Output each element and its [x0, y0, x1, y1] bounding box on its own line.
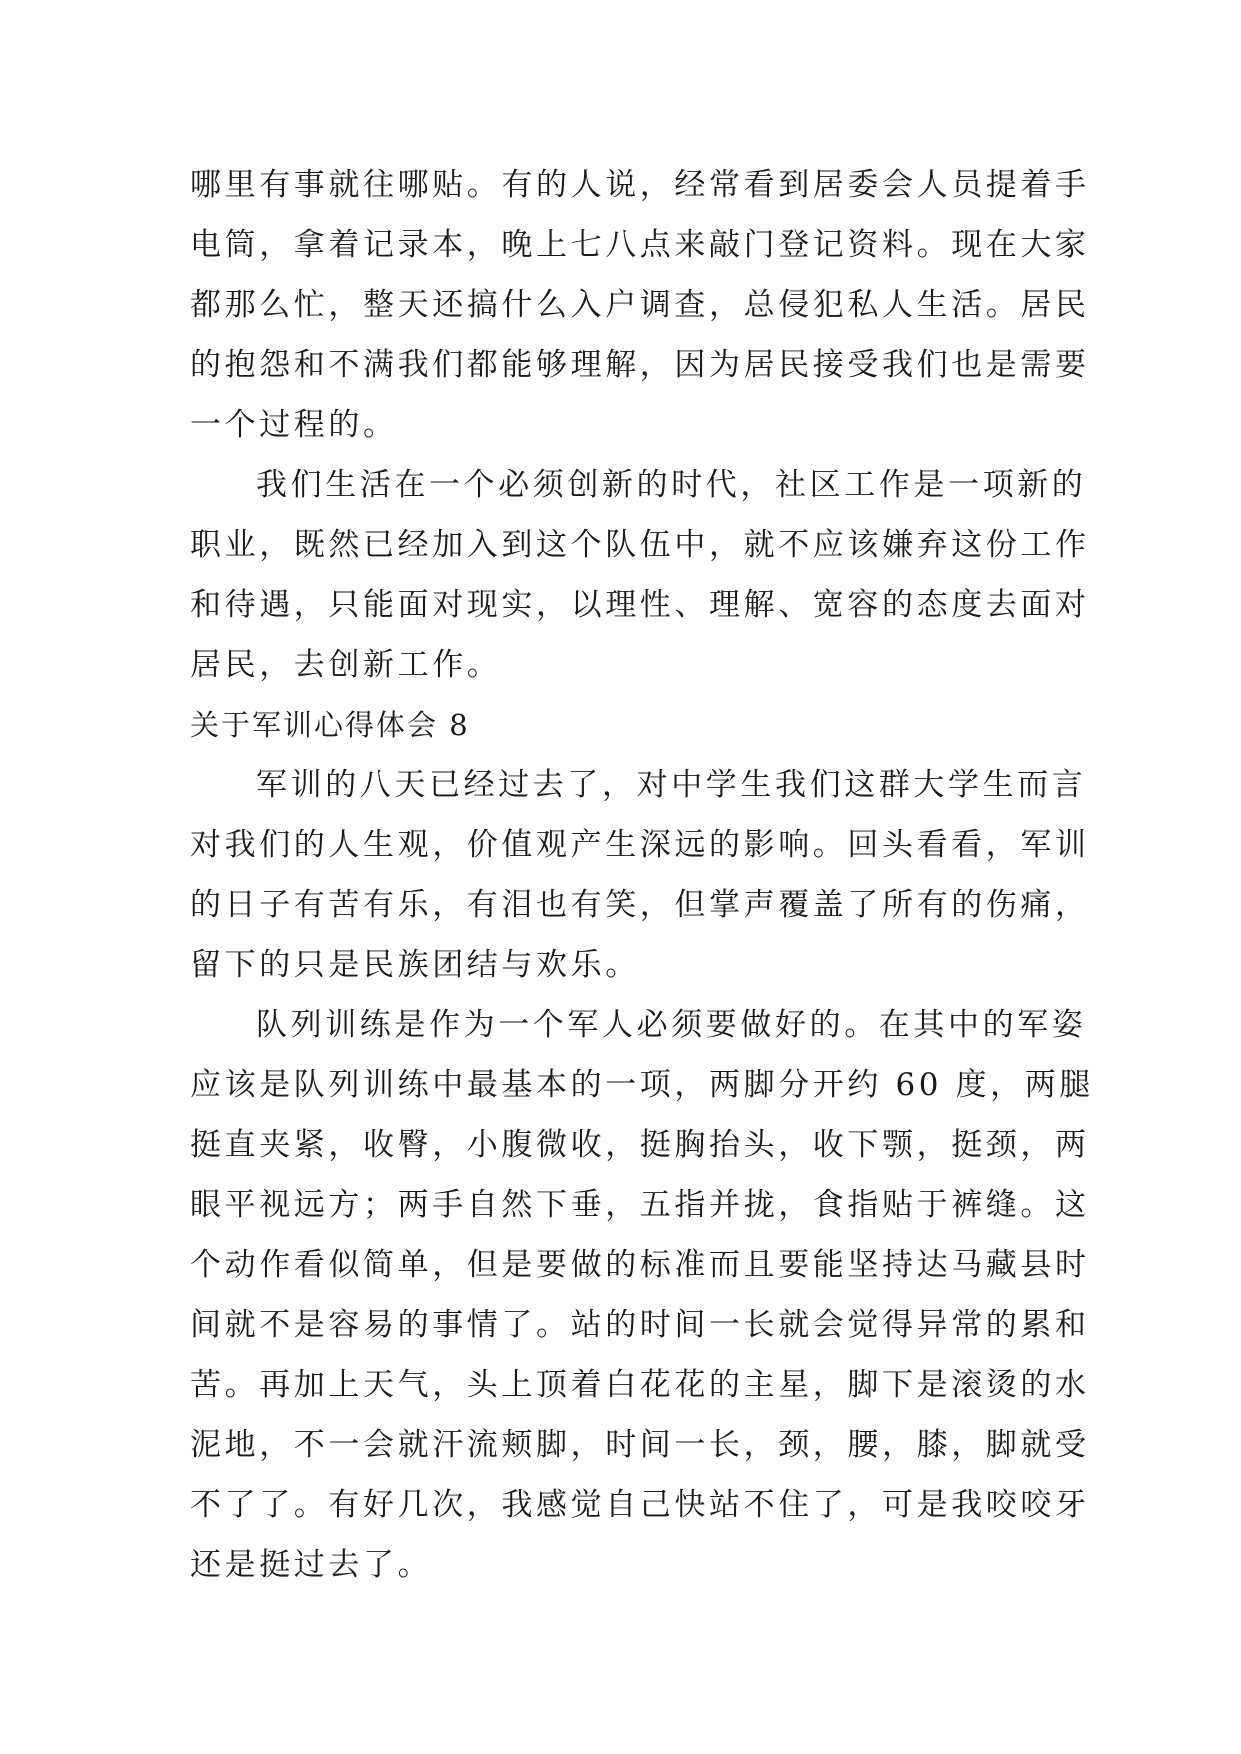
- text-line: 职业，既然已经加入到这个队伍中，就不应该嫌弃这份工作: [190, 527, 1090, 563]
- text-line: 的抱怨和不满我们都能够理解，因为居民接受我们也是需要: [190, 347, 1090, 383]
- text-line: 电筒，拿着记录本，晚上七八点来敲门登记资料。现在大家: [190, 227, 1090, 263]
- text-line: 留下的只是民族团结与欢乐。: [190, 947, 640, 983]
- text-line: 个动作看似简单，但是要做的标准而且要能坚持达马藏县时: [190, 1247, 1090, 1283]
- text-line: 不了了。有好几次，我感觉自己快站不住了，可是我咬咬牙: [190, 1487, 1090, 1523]
- section-heading: 关于军训心得体会 8: [190, 708, 470, 742]
- text-line: 应该是队列训练中最基本的一项，两脚分开约 60 度，两腿: [190, 1067, 1094, 1103]
- paragraph-first-line: 队列训练是作为一个军人必须要做好的。在其中的军姿: [256, 1007, 1087, 1043]
- paragraph-first-line: 我们生活在一个必须创新的时代，社区工作是一项新的: [256, 467, 1087, 503]
- text-line: 对我们的人生观，价值观产生深远的影响。回头看看，军训: [190, 827, 1090, 863]
- text-line: 苦。再加上天气，头上顶着白花花的主星，脚下是滚烫的水: [190, 1367, 1090, 1403]
- text-line: 居民，去创新工作。: [190, 647, 502, 683]
- text-line: 挺直夹紧，收臀，小腹微收，挺胸抬头，收下颚，挺颈，两: [190, 1127, 1090, 1163]
- text-line: 的日子有苦有乐，有泪也有笑，但掌声覆盖了所有的伤痛，: [190, 887, 1090, 923]
- paragraph-first-line: 军训的八天已经过去了，对中学生我们这群大学生而言: [256, 767, 1087, 803]
- document-page: [190, 155, 1094, 1595]
- text-line: 眼平视远方；两手自然下垂，五指并拢，食指贴于裤缝。这: [190, 1187, 1090, 1223]
- text-line: 和待遇，只能面对现实，以理性、理解、宽容的态度去面对: [190, 587, 1090, 623]
- text-line: 都那么忙，整天还搞什么入户调查，总侵犯私人生活。居民: [190, 287, 1090, 323]
- text-line: 还是挺过去了。: [190, 1547, 433, 1583]
- text-line: 一个过程的。: [190, 407, 398, 443]
- text-line: 泥地，不一会就汗流颊脚，时间一长，颈，腰，膝，脚就受: [190, 1427, 1090, 1463]
- text-line: 间就不是容易的事情了。站的时间一长就会觉得异常的累和: [190, 1307, 1090, 1343]
- text-line: 哪里有事就往哪贴。有的人说，经常看到居委会人员提着手: [190, 167, 1090, 203]
